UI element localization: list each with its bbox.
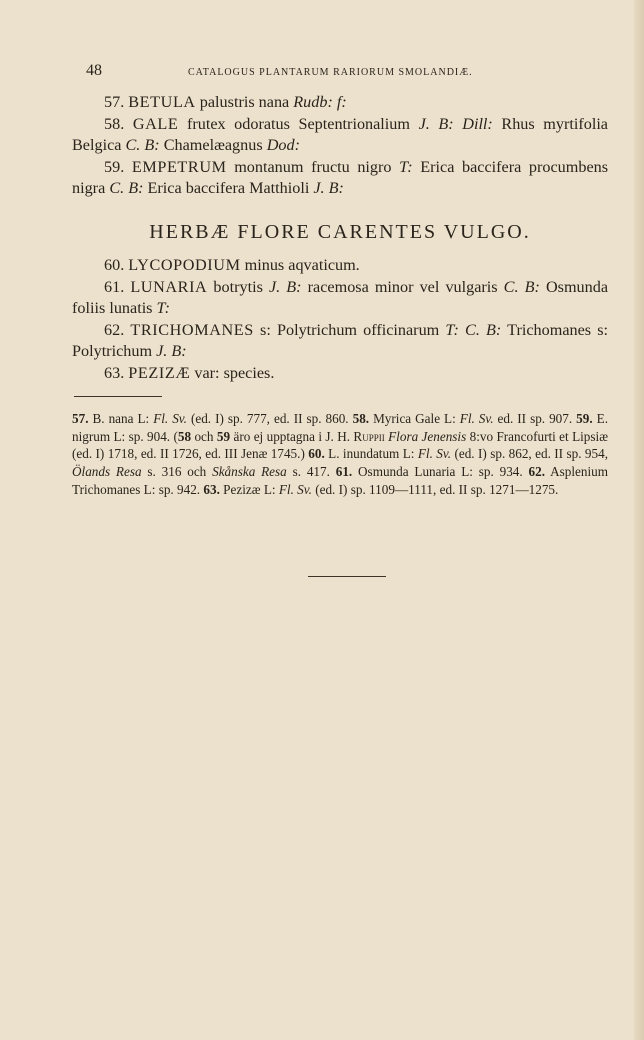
entry-number: 61. — [104, 277, 125, 296]
genus-name: TRICHOMANES — [130, 320, 254, 339]
entry-reference: J. B: — [268, 277, 302, 296]
entry-text: racemosa minor vel vulgaris — [301, 277, 504, 296]
entry-text: Osmunda foliis lunatis — [72, 277, 608, 317]
note-text: L. inundatum L: — [324, 446, 418, 462]
entry-text: montanum fructu nigro — [226, 157, 400, 176]
note-number: 61. — [335, 463, 353, 479]
entry-57 — [72, 92, 608, 114]
entry-text: var: species. — [190, 363, 275, 382]
entry-text: Erica baccifera Matthioli — [143, 179, 314, 197]
entry-text: Erica baccifera procumbens nigra — [72, 157, 609, 197]
genus-name: LYCOPODIUM — [128, 256, 241, 274]
note-reference: Fl. Sv. — [417, 446, 452, 462]
entry-59 — [72, 157, 608, 200]
note-reference: Ölands Resa — [72, 463, 142, 479]
note-reference: Fl. Sv. — [278, 481, 312, 497]
entry-reference: J. B: — [313, 179, 344, 197]
entry-60 — [72, 255, 608, 277]
entry-61 — [72, 277, 608, 320]
note-text: Pezizæ L: — [219, 481, 279, 497]
entry-text: botrytis — [207, 277, 269, 296]
running-title: CATALOGUS PLANTARUM RARIORUM SMOLANDIÆ. — [188, 67, 473, 78]
entry-reference: T: C. B: — [445, 320, 502, 339]
footnotes — [72, 410, 608, 498]
note-text: Asplenium Trichomanes L: sp. 942. — [72, 463, 608, 497]
entry-text: Rhus myrtifolia Belgica — [72, 114, 608, 154]
note-text: (ed. I) sp. 1109—1111, ed. II sp. 1271—1275. — [311, 481, 559, 497]
note-reference: Fl. Sv. — [153, 411, 187, 427]
note-number: 63. — [203, 481, 220, 497]
note-number: 62. — [528, 463, 545, 479]
entry-text: s: Polytrichum officinarum — [253, 320, 446, 339]
page-number: 48 — [86, 62, 102, 79]
genus-name: BETULA — [128, 93, 196, 111]
entry-reference: J. B: — [418, 114, 454, 133]
note-number: 59 — [216, 428, 231, 444]
entry-reference: J. B: — [156, 342, 187, 360]
note-text: 8:vo Francofurti et Lipsiæ (ed. I) 1718, ed. II 1726, ed. III Jenæ 1745.) — [72, 428, 608, 462]
note-text: ed. II sp. 907. — [493, 411, 577, 427]
note-text: Osmunda Lunaria L: sp. 934. — [352, 463, 529, 479]
entry-reference: Dod: — [266, 136, 300, 154]
entry-text: Chamelæagnus — [159, 136, 267, 154]
genus-name: PEZIZÆ — [128, 363, 191, 382]
note-text: E. nigrum L: sp. 904. ( — [72, 411, 608, 444]
entry-number: 60. — [104, 256, 125, 274]
note-reference: Skånska Resa — [212, 463, 287, 479]
entry-text — [454, 115, 463, 133]
entry-reference: Dill: — [462, 114, 493, 133]
note-text: (ed. I) sp. 777, ed. II sp. 860. — [186, 411, 353, 427]
note-text: Myrica Gale L: — [369, 411, 460, 427]
note-text: (ed. I) sp. 862, ed. II sp. 954, — [451, 446, 608, 462]
note-number: 59. — [576, 411, 593, 427]
entry-number: 59. — [104, 157, 125, 176]
entry-reference: Rudb: f: — [293, 93, 347, 111]
entry-text: minus aqvaticum. — [240, 256, 360, 274]
note-number: 57. — [72, 411, 89, 427]
genus-name: EMPETRUM — [131, 157, 227, 176]
entry-text: palustris nana — [195, 93, 294, 111]
entry-reference: C. B: — [125, 136, 160, 154]
section-heading: HERBÆ FLORE CARENTES VULGO. — [149, 220, 531, 243]
note-reference: Fl. Sv. — [459, 411, 494, 427]
genus-name: GALE — [132, 114, 179, 133]
note-number: 58 — [177, 428, 192, 444]
entry-reference: T: — [156, 299, 171, 317]
entry-reference: T: — [399, 157, 413, 176]
entry-number: 63. — [104, 363, 125, 382]
entry-reference: C. B: — [503, 277, 540, 296]
note-text: s. 316 och — [141, 463, 213, 479]
entry-text: frutex odoratus Septentrionalium — [178, 114, 419, 133]
entry-number: 57. — [104, 93, 125, 111]
entry-number: 58. — [104, 114, 125, 133]
note-number: 58. — [352, 411, 370, 427]
page-edge — [634, 0, 644, 1040]
note-text: B. nana L: — [88, 411, 154, 427]
note-text: och — [191, 428, 217, 444]
entry-reference: C. B: — [109, 179, 144, 197]
genus-name: LUNARIA — [130, 277, 208, 296]
note-reference: Flora Jenensis — [384, 428, 467, 444]
entry-63 — [72, 363, 608, 385]
page-header — [86, 62, 612, 82]
entry-text: Trichomanes s: Polytrichum — [72, 320, 609, 360]
page-body — [72, 92, 608, 511]
footnote-divider — [74, 396, 162, 397]
note-text: äro ej upptagna i J. H. — [230, 428, 354, 444]
note-text: s. 417. — [286, 463, 336, 479]
end-rule — [308, 576, 386, 577]
entry-62 — [72, 320, 608, 363]
entry-58 — [72, 114, 608, 157]
note-number: 60. — [308, 446, 325, 462]
author-name: Ruppii — [353, 428, 385, 444]
entry-number: 62. — [104, 320, 125, 339]
